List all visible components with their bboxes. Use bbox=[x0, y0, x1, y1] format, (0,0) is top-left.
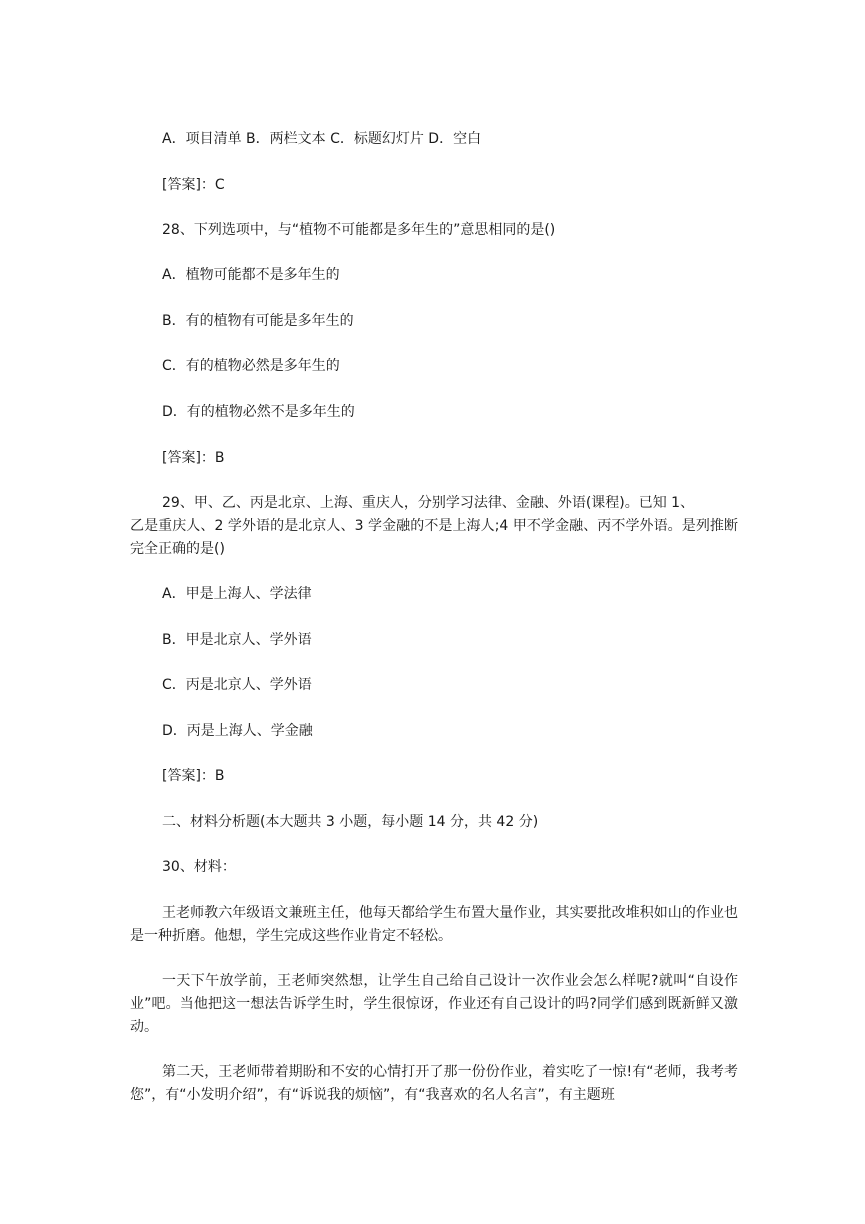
material-paragraph-3: 第二天，王老师带着期盼和不安的心情打开了那一份份作业，着实吃了一惊!有“老师，我考考您”，有“小发明介绍”，有“诉说我的烦恼”，有“我喜欢的名人名言”，有主题班 bbox=[130, 1064, 738, 1103]
q28-answer: [答案]：B bbox=[162, 450, 225, 466]
q29-option-d: D．丙是上海人、学金融 bbox=[162, 723, 313, 739]
q28-option-d: D．有的植物必然不是多年生的 bbox=[162, 404, 355, 420]
material-paragraph-1: 王老师教六年级语文兼班主任，他每天都给学生布置大量作业，其实要批改堆积如山的作业也是一种折磨。他想，学生完成这些作业肯定不轻松。 bbox=[130, 905, 738, 944]
q29-option-c: C．丙是北京人、学外语 bbox=[162, 677, 312, 693]
q28-option-a: A．植物可能都不是多年生的 bbox=[162, 267, 340, 283]
q29-option-b: B．甲是北京人、学外语 bbox=[162, 632, 312, 648]
q27-options: A．项目清单 B．两栏文本 C．标题幻灯片 D．空白 bbox=[162, 131, 482, 147]
q28-stem: 28、下列选项中，与“植物不可能都是多年生的”意思相同的是() bbox=[162, 222, 556, 238]
q29-stem-continuation: 乙是重庆人、2 学外语的是北京人、3 学金融的不是上海人;4 甲不学金融、丙不学外语。是列推断完全正确的是() bbox=[130, 518, 738, 557]
q29-option-a: A．甲是上海人、学法律 bbox=[162, 586, 312, 602]
section-two-heading: 二、材料分析题(本大题共 3 小题，每小题 14 分，共 42 分) bbox=[162, 814, 539, 830]
q28-option-b: B．有的植物有可能是多年生的 bbox=[162, 313, 354, 329]
q29-stem bbox=[130, 492, 738, 561]
q29-answer: [答案]：B bbox=[162, 768, 225, 784]
q30-label: 30、材料： bbox=[162, 859, 236, 875]
material-paragraph-2: 一天下午放学前，王老师突然想，让学生自己给自己设计一次作业会怎么样呢?就叫“自设作业”吧。当他把这一想法告诉学生时，学生很惊讶，作业还有自己设计的吗?同学们感到既新鲜又激动。 bbox=[130, 973, 738, 1035]
q29-stem-first-line: 29、甲、乙、丙是北京、上海、重庆人，分别学习法律、金融、外语(课程)。已知 1、 bbox=[162, 495, 695, 511]
q28-option-c: C．有的植物必然是多年生的 bbox=[162, 358, 340, 374]
q27-answer: [答案]：C bbox=[162, 177, 225, 193]
